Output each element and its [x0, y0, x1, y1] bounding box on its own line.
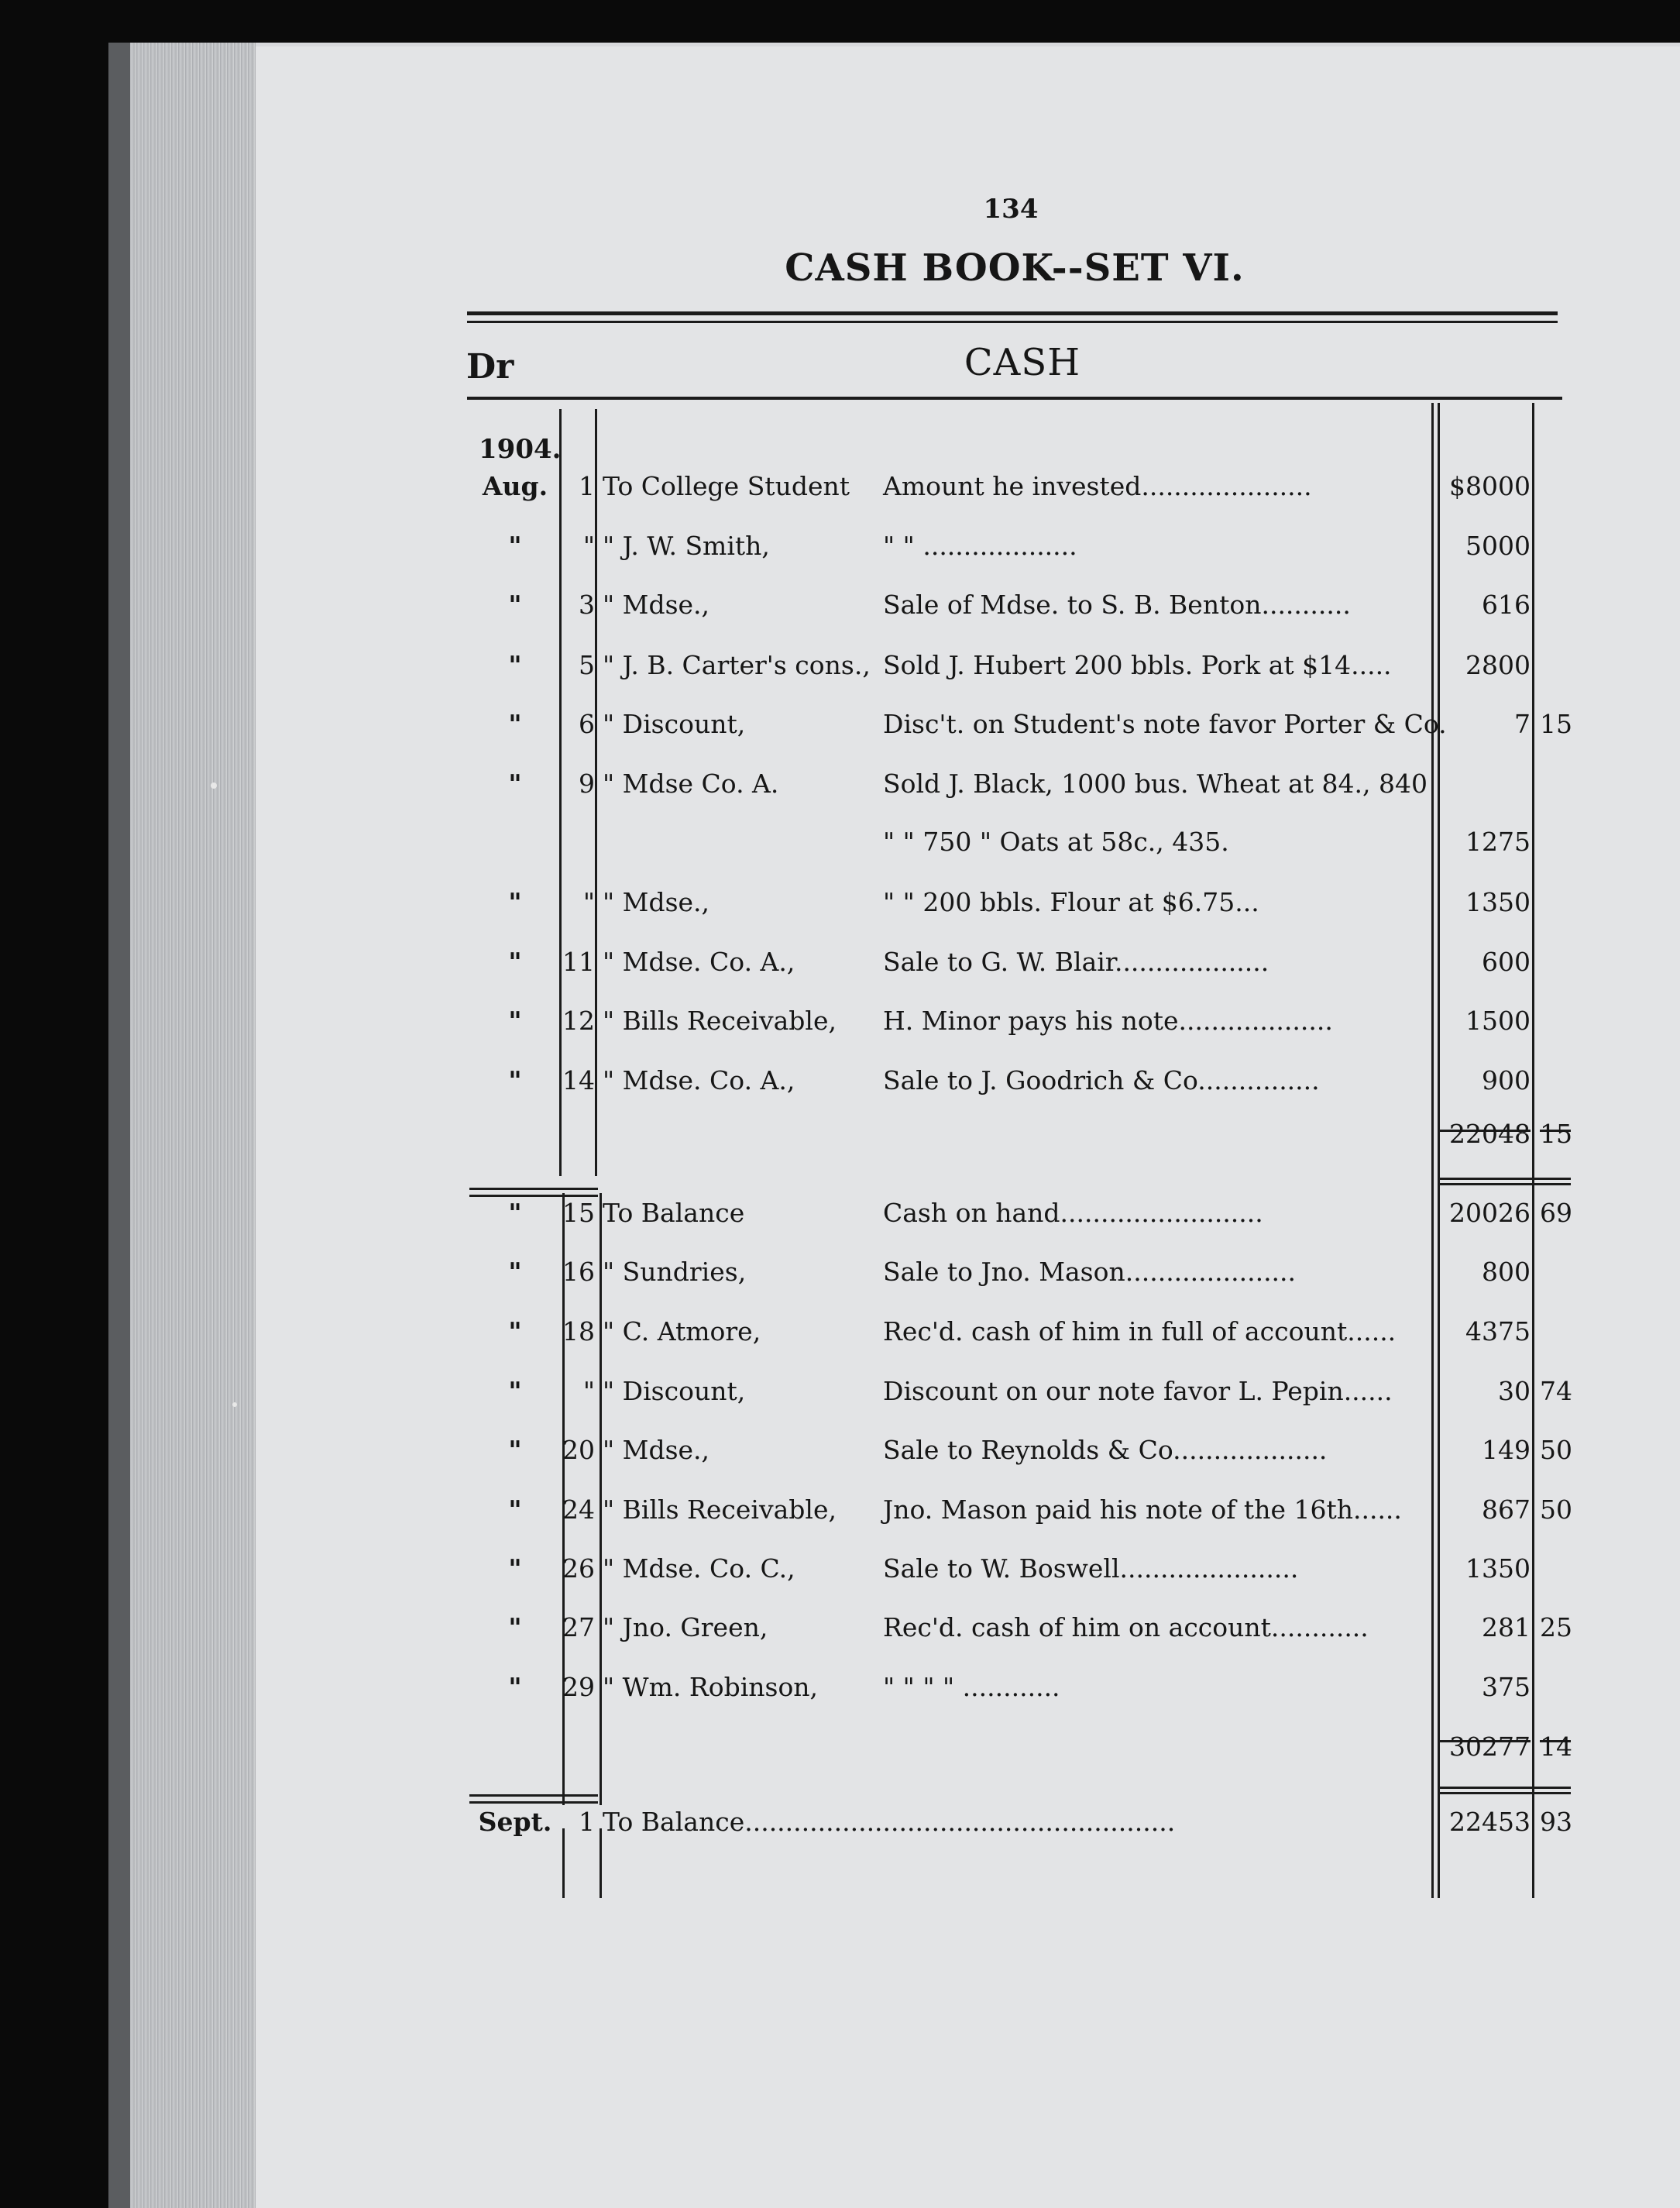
ledger-explanation: Rec'd. cash of him on account............ — [883, 1612, 1369, 1642]
ledger-row — [0, 1111, 1680, 1157]
ledger-dollars: 1350 — [1465, 887, 1531, 917]
ledger-cents: 69 — [1540, 1198, 1572, 1228]
ledger-dollars: 900 — [1482, 1065, 1531, 1095]
ledger-day: 14 — [562, 1065, 595, 1095]
ledger-row — [0, 1487, 1680, 1533]
debit-label: Dr — [466, 347, 514, 387]
ledger-explanation: Amount he invested..................... — [883, 471, 1312, 501]
ledger-account: " Mdse. Co. A., — [603, 1065, 795, 1095]
ledger-row — [0, 582, 1680, 628]
ledger-day: " — [582, 1376, 595, 1406]
ledger-dollars: 1500 — [1465, 1006, 1531, 1036]
ledger-cents: 50 — [1540, 1494, 1572, 1525]
ledger-month: Sept. — [478, 1807, 552, 1837]
ledger-explanation: Sale to G. W. Blair................... — [883, 947, 1269, 977]
ledger-cents: 50 — [1540, 1435, 1572, 1465]
ledger-row — [0, 819, 1680, 865]
ledger-row — [0, 1058, 1680, 1104]
ledger-explanation: Sold J. Black, 1000 bus. Wheat at 84., 840 — [883, 769, 1427, 799]
ledger-month: " — [508, 1198, 522, 1228]
ledger-explanation: " " 750 " Oats at 58c., 435. — [883, 827, 1229, 857]
ledger-row — [0, 1368, 1680, 1415]
ledger-row — [0, 1190, 1680, 1236]
ledger-cents: 15 — [1540, 1119, 1572, 1149]
ledger-day: 12 — [562, 1006, 595, 1036]
ledger-cents: 25 — [1540, 1612, 1572, 1642]
ledger-explanation: Sale of Mdse. to S. B. Benton........... — [883, 590, 1351, 620]
ledger-month: " — [508, 1553, 522, 1584]
total-double-rule-2a — [1439, 1787, 1571, 1789]
ledger-account: " Discount, — [603, 1376, 746, 1406]
ledger-day: " — [582, 531, 595, 561]
ledger-day: 1 — [579, 1807, 595, 1837]
ledger-row — [0, 1604, 1680, 1651]
ledger-explanation: " " " " ............ — [883, 1672, 1060, 1702]
ledger-explanation: Discount on our note favor L. Pepin...... — [883, 1376, 1393, 1406]
ledger-dollars: 281 — [1482, 1612, 1531, 1642]
ledger-month: " — [508, 1672, 522, 1702]
ledger-dollars: 30277 — [1449, 1732, 1531, 1762]
page-blemish — [211, 782, 217, 789]
ledger-account: " Mdse. Co. A., — [603, 947, 795, 977]
ledger-row — [0, 1724, 1680, 1770]
title-rule-top — [467, 311, 1558, 315]
ledger-explanation: " " ................... — [883, 531, 1077, 561]
ledger-dollars: 1350 — [1465, 1553, 1531, 1584]
ledger-month: " — [508, 650, 522, 680]
ledger-explanation: Rec'd. cash of him in full of account...... — [883, 1316, 1397, 1346]
ledger-row — [0, 1664, 1680, 1711]
total-double-rule-2b — [1439, 1792, 1571, 1794]
ledger-account: " Mdse., — [603, 590, 710, 620]
ledger-day: 3 — [579, 590, 595, 620]
ledger-day: 16 — [562, 1257, 595, 1287]
section-title: CASH — [964, 341, 1081, 384]
ledger-month: " — [508, 1257, 522, 1287]
ledger-month: " — [508, 1316, 522, 1346]
ledger-row — [0, 761, 1680, 807]
ledger-explanation: Sale to Reynolds & Co................... — [883, 1435, 1328, 1465]
ledger-dollars: 22453 — [1449, 1807, 1531, 1837]
ledger-day: 27 — [562, 1612, 595, 1642]
ledger-month: " — [508, 709, 522, 739]
ledger-row — [0, 1546, 1680, 1592]
ledger-account: " Bills Receivable, — [603, 1006, 837, 1036]
total-double-rule-1b — [1439, 1183, 1571, 1185]
ledger-row — [0, 1799, 1680, 1845]
ledger-cents: 14 — [1540, 1732, 1572, 1762]
ledger-day: 20 — [562, 1435, 595, 1465]
ledger-day: 5 — [579, 650, 595, 680]
page-title: CASH BOOK--SET VI. — [785, 246, 1245, 290]
ledger-explanation: Jno. Mason paid his note of the 16th...... — [883, 1494, 1402, 1525]
ledger-account: " Mdse. Co. C., — [603, 1553, 795, 1584]
ledger-account: " Jno. Green, — [603, 1612, 768, 1642]
ledger-account: " Bills Receivable, — [603, 1494, 837, 1525]
ledger-month: Aug. — [482, 471, 548, 501]
ledger-month: " — [508, 1065, 522, 1095]
ledger-row — [0, 701, 1680, 748]
ledger-dollars: 2800 — [1465, 650, 1531, 680]
ledger-dollars: $8000 — [1449, 471, 1531, 501]
ledger-dollars: 4375 — [1465, 1316, 1531, 1346]
header-rule — [467, 397, 1562, 400]
ledger-day: 6 — [579, 709, 595, 739]
ledger-dollars: 1275 — [1465, 827, 1531, 857]
ledger-day: 26 — [562, 1553, 595, 1584]
ledger-cents: 15 — [1540, 709, 1572, 739]
ledger-row — [0, 642, 1680, 689]
ledger-account: " Mdse., — [603, 887, 710, 917]
ledger-month: " — [508, 590, 522, 620]
ledger-account: " J. W. Smith, — [603, 531, 770, 561]
ledger-explanation: Sale to W. Boswell...................... — [883, 1553, 1299, 1584]
ledger-dollars: 149 — [1482, 1435, 1531, 1465]
ledger-day: 24 — [562, 1494, 595, 1525]
ledger-day: 15 — [562, 1198, 595, 1228]
ledger-month: " — [508, 1435, 522, 1465]
ledger-month: " — [508, 1494, 522, 1525]
ledger-row — [0, 939, 1680, 985]
ledger-dollars: 30 — [1498, 1376, 1531, 1406]
ledger-explanation: " " 200 bbls. Flour at $6.75... — [883, 887, 1259, 917]
ledger-month: " — [508, 1006, 522, 1036]
ledger-day: 1 — [579, 471, 595, 501]
ledger-row — [0, 1309, 1680, 1355]
ledger-month: " — [508, 1376, 522, 1406]
ledger-explanation: Sale to Jno. Mason..................... — [883, 1257, 1297, 1287]
ledger-account: " Wm. Robinson, — [603, 1672, 819, 1702]
page-number: 134 — [983, 194, 1039, 225]
ledger-dollars: 375 — [1482, 1672, 1531, 1702]
ledger-explanation: Disc't. on Student's note favor Porter & Co. — [883, 709, 1447, 739]
ledger-account: " Sundries, — [603, 1257, 747, 1287]
ledger-account: " Mdse Co. A. — [603, 769, 779, 799]
ledger-day: 9 — [579, 769, 595, 799]
ledger-day: 29 — [562, 1672, 595, 1702]
ledger-account: " J. B. Carter's cons., — [603, 650, 871, 680]
ledger-cents: 93 — [1540, 1807, 1572, 1837]
ledger-month: " — [508, 1612, 522, 1642]
ledger-explanation: H. Minor pays his note................... — [883, 1006, 1333, 1036]
ledger-month: " — [508, 769, 522, 799]
ledger-account: To Balance..................................................... — [603, 1807, 1176, 1837]
ledger-account: " C. Atmore, — [603, 1316, 761, 1346]
ledger-row — [0, 1249, 1680, 1295]
date-double-rule-2a — [469, 1794, 598, 1797]
ledger-month: " — [508, 947, 522, 977]
ledger-dollars: 22048 — [1449, 1119, 1531, 1149]
ledger-dollars: 616 — [1482, 590, 1531, 620]
total-double-rule-1a — [1439, 1178, 1571, 1180]
ledger-dollars: 800 — [1482, 1257, 1531, 1287]
page-blemish — [232, 1402, 237, 1407]
ledger-dollars: 7 — [1514, 709, 1531, 739]
ledger-account: " Discount, — [603, 709, 746, 739]
ledger-month: " — [508, 887, 522, 917]
ledger-account: To Balance — [603, 1198, 745, 1228]
ledger-dollars: 20026 — [1449, 1198, 1531, 1228]
ledger-row — [0, 523, 1680, 569]
ledger-explanation: Sold J. Hubert 200 bbls. Pork at $14..... — [883, 650, 1392, 680]
ledger-dollars: 5000 — [1465, 531, 1531, 561]
ledger-account: To College Student — [603, 471, 850, 501]
ledger-cents: 74 — [1540, 1376, 1572, 1406]
ledger-row — [0, 463, 1680, 510]
ledger-day: 11 — [562, 947, 595, 977]
ledger-explanation: Cash on hand......................... — [883, 1198, 1263, 1228]
ledger-account: " Mdse., — [603, 1435, 710, 1465]
ledger-day: 18 — [562, 1316, 595, 1346]
ledger-month: " — [508, 531, 522, 561]
ledger-explanation: Sale to J. Goodrich & Co............... — [883, 1065, 1320, 1095]
ledger-dollars: 600 — [1482, 947, 1531, 977]
ledger-dollars: 867 — [1482, 1494, 1531, 1525]
year-label: 1904. — [479, 434, 562, 465]
ledger-day: " — [582, 887, 595, 917]
ledger-row — [0, 998, 1680, 1044]
title-rule-bottom — [467, 321, 1558, 323]
ledger-row — [0, 1427, 1680, 1474]
ledger-row — [0, 879, 1680, 926]
